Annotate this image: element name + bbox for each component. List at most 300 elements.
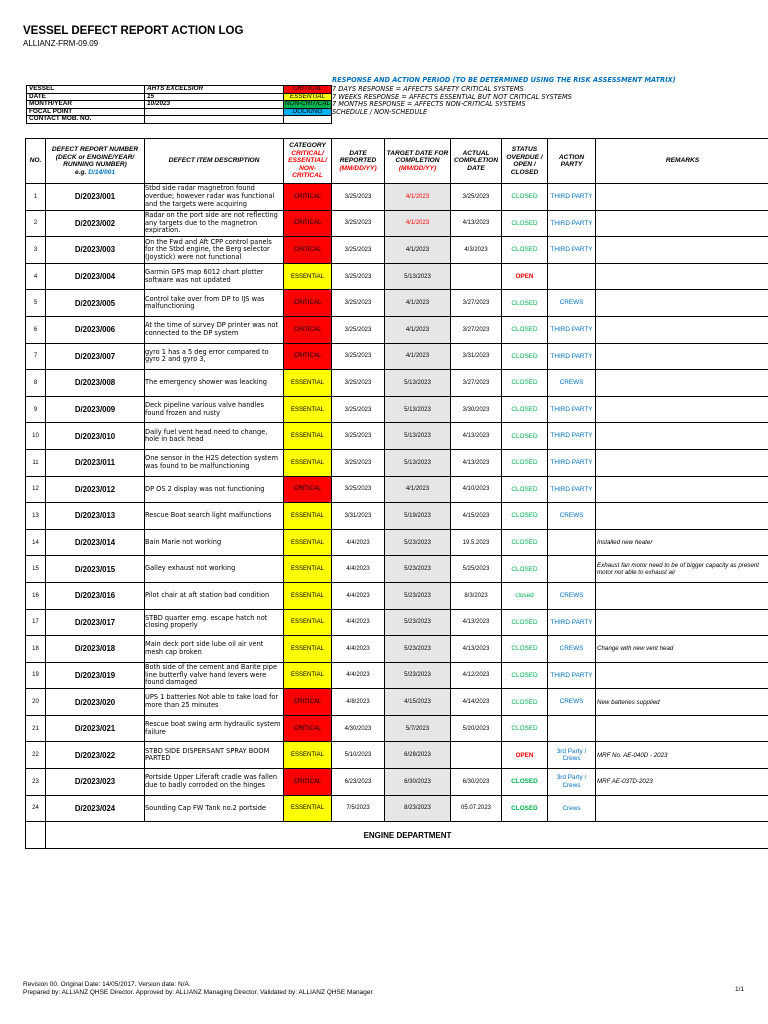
row-number: 20 — [26, 689, 46, 716]
table-row — [26, 316, 768, 343]
defect-report-number: D/2023/002 — [46, 210, 145, 237]
target-date: 8/23/2023 — [385, 795, 451, 822]
actual-completion-date: 3/30/2023 — [451, 396, 502, 423]
category-legend-description: 7 WEEKS RESPONSE = AFFECTS ESSENTIAL BUT NOT CRITICAL SYSTEMS — [332, 92, 572, 101]
footer — [23, 981, 373, 997]
table-row — [26, 370, 768, 397]
target-date: 5/13/2023 — [385, 263, 451, 290]
category-badge: ESSENTIAL — [284, 742, 332, 769]
target-date: 5/23/2023 — [385, 609, 451, 636]
defect-description: STBD SIDE DISPERSANT SPRAY BOOM PARTED — [145, 742, 284, 769]
action-party: THIRD PARTY — [548, 662, 596, 689]
status-badge: CLOSED — [502, 423, 548, 450]
table-row — [26, 343, 768, 370]
defect-report-number: D/2023/012 — [46, 476, 145, 503]
date-reported: 3/25/2023 — [332, 210, 385, 237]
table-row — [26, 423, 768, 450]
actual-completion-date: 5/20/2023 — [451, 715, 502, 742]
date-reported: 3/25/2023 — [332, 184, 385, 211]
date-reported: 4/4/2023 — [332, 556, 385, 583]
status-badge: CLOSED — [502, 715, 548, 742]
target-date: 4/1/2023 — [385, 210, 451, 237]
actual-completion-date — [451, 742, 502, 769]
target-date: 5/13/2023 — [385, 423, 451, 450]
target-date: 5/13/2023 — [385, 449, 451, 476]
action-party: CREWS — [548, 582, 596, 609]
category-badge: ESSENTIAL — [284, 449, 332, 476]
defect-description: One sensor in the H2S detection system was found to be malfunctioning — [145, 449, 284, 476]
defect-report-number: D/2023/001 — [46, 184, 145, 211]
target-date: 5/23/2023 — [385, 662, 451, 689]
action-party: THIRD PARTY — [548, 423, 596, 450]
date-reported: 3/25/2023 — [332, 343, 385, 370]
actual-completion-date: 8/3/2023 — [451, 582, 502, 609]
category-badge: CRITICAL — [284, 316, 332, 343]
table-row — [26, 742, 768, 769]
category-badge: ESSENTIAL — [284, 662, 332, 689]
remarks — [596, 449, 768, 476]
col-header-remarks: REMARKS — [596, 139, 768, 184]
remarks — [596, 476, 768, 503]
row-number: 6 — [26, 316, 46, 343]
status-badge: CLOSED — [502, 237, 548, 264]
table-row — [26, 689, 768, 716]
remarks — [596, 316, 768, 343]
row-number: 3 — [26, 237, 46, 264]
target-date: 5/7/2023 — [385, 715, 451, 742]
defect-report-number: D/2023/003 — [46, 237, 145, 264]
actual-completion-date: 4/13/2023 — [451, 210, 502, 237]
target-date: 4/1/2023 — [385, 316, 451, 343]
status-badge: CLOSED — [502, 370, 548, 397]
row-number: 4 — [26, 263, 46, 290]
defect-description: Main deck port side lube oil air vent mesh cap broken — [145, 636, 284, 663]
remarks: MRF AE-037D-2023 — [596, 769, 768, 796]
defect-report-number: D/2023/011 — [46, 449, 145, 476]
date-reported: 3/25/2023 — [332, 370, 385, 397]
status-badge: CLOSED — [502, 556, 548, 583]
row-number: 17 — [26, 609, 46, 636]
date-reported: 7/5/2023 — [332, 795, 385, 822]
date-reported: 3/25/2023 — [332, 263, 385, 290]
col-header-report-number: DEFECT REPORT NUMBER (DECK or ENGINE/YEAR/ RUNNING NUMBER) e.g. D/14/001 — [46, 139, 145, 184]
table-header-row — [26, 139, 768, 184]
table-row — [26, 237, 768, 264]
defect-description: DP OS 2 display was not functioning — [145, 476, 284, 503]
info-label: DATE — [27, 93, 145, 101]
status-badge: OPEN — [502, 742, 548, 769]
target-date: 4/1/2023 — [385, 476, 451, 503]
defect-report-number: D/2023/013 — [46, 503, 145, 530]
category-badge: CRITICAL — [284, 476, 332, 503]
defect-description: Galley exhaust not working — [145, 556, 284, 583]
defect-report-number: D/2023/005 — [46, 290, 145, 317]
info-value — [145, 108, 284, 116]
info-label: VESSEL — [27, 86, 145, 94]
action-party: THIRD PARTY — [548, 210, 596, 237]
remarks: New batteries supplied — [596, 689, 768, 716]
row-number: 19 — [26, 662, 46, 689]
actual-completion-date — [451, 263, 502, 290]
action-party: THIRD PARTY — [548, 449, 596, 476]
info-row — [27, 108, 715, 116]
info-value: 15 — [145, 93, 284, 101]
row-number: 1 — [26, 184, 46, 211]
table-row — [26, 769, 768, 796]
table-row — [26, 210, 768, 237]
row-number: 7 — [26, 343, 46, 370]
date-reported: 3/25/2023 — [332, 237, 385, 264]
actual-completion-date: 4/10/2023 — [451, 476, 502, 503]
defect-description: Deck pipeline various valve handles found frozen and rusty — [145, 396, 284, 423]
category-badge: ESSENTIAL — [284, 636, 332, 663]
remarks: MRF No. AE-040D - 2023 — [596, 742, 768, 769]
row-number: 14 — [26, 529, 46, 556]
actual-completion-date: 3/27/2023 — [451, 290, 502, 317]
category-legend-swatch: CRITICAL — [284, 86, 332, 94]
defect-description: The emergency shower was leacking — [145, 370, 284, 397]
row-number: 8 — [26, 370, 46, 397]
category-badge: ESSENTIAL — [284, 556, 332, 583]
remarks — [596, 715, 768, 742]
info-label: CONTACT MOB. NO. — [27, 116, 145, 124]
defect-report-number: D/2023/017 — [46, 609, 145, 636]
defect-report-number: D/2023/004 — [46, 263, 145, 290]
target-date: 5/19/2023 — [385, 503, 451, 530]
response-period-header: RESPONSE AND ACTION PERIOD (TO BE DETERMINED USING THE RISK ASSESSMENT MATRIX) — [332, 75, 676, 84]
table-row — [26, 184, 768, 211]
date-reported: 3/25/2023 — [332, 476, 385, 503]
remarks — [596, 503, 768, 530]
date-reported: 6/23/2023 — [332, 769, 385, 796]
form-code: ALLIANZ-FRM-09.09 — [23, 39, 99, 48]
action-party: CREWS — [548, 370, 596, 397]
date-reported: 4/4/2023 — [332, 609, 385, 636]
defect-description: Sounding Cap FW Tank no.2 portside — [145, 795, 284, 822]
page-number: 1/1 — [734, 986, 744, 993]
table-row — [26, 290, 768, 317]
category-badge: CRITICAL — [284, 343, 332, 370]
status-badge: CLOSED — [502, 662, 548, 689]
row-number: 5 — [26, 290, 46, 317]
defect-report-number: D/2023/021 — [46, 715, 145, 742]
remarks — [596, 662, 768, 689]
row-number: 22 — [26, 742, 46, 769]
category-legend-description-text: 7 DAYS RESPONSE = AFFECTS SAFETY CRITICAL SYSTEMS — [332, 85, 524, 93]
date-reported: 4/4/2023 — [332, 662, 385, 689]
action-party: THIRD PARTY — [548, 184, 596, 211]
table-row — [26, 396, 768, 423]
status-badge: CLOSED — [502, 689, 548, 716]
col-header-description: DEFECT ITEM DESCRIPTION — [145, 139, 284, 184]
status-badge: CLOSED — [502, 769, 548, 796]
category-badge: CRITICAL — [284, 769, 332, 796]
actual-completion-date: 4/13/2023 — [451, 423, 502, 450]
action-party: CREWS — [548, 636, 596, 663]
remarks — [596, 237, 768, 264]
remarks — [596, 582, 768, 609]
row-number: 24 — [26, 795, 46, 822]
engine-department-row — [26, 822, 768, 849]
defect-description: Pilot chair at aft station bad condition — [145, 582, 284, 609]
row-number: 10 — [26, 423, 46, 450]
action-party: 3rd Party / Crews — [548, 742, 596, 769]
actual-completion-date: 4/14/2023 — [451, 689, 502, 716]
status-badge: CLOSED — [502, 396, 548, 423]
actual-completion-date: 05.07.2023 — [451, 795, 502, 822]
defect-report-number: D/2023/024 — [46, 795, 145, 822]
actual-completion-date: 4/12/2023 — [451, 662, 502, 689]
row-number: 9 — [26, 396, 46, 423]
defect-description: Rescue boat swing arm hydraulic system failure — [145, 715, 284, 742]
action-party — [548, 263, 596, 290]
row-number: 23 — [26, 769, 46, 796]
footer-approvals: Prepared by: ALLIANZ QHSE Director. Approved by: ALLIANZ Managing Director. Validated by: ALLIANZ QHSE Manager — [23, 989, 373, 996]
category-badge: CRITICAL — [284, 689, 332, 716]
category-badge: ESSENTIAL — [284, 263, 332, 290]
date-reported: 3/25/2023 — [332, 290, 385, 317]
status-badge: OPEN — [502, 263, 548, 290]
remarks: Change with new vent head — [596, 636, 768, 663]
remarks — [596, 184, 768, 211]
table-row — [26, 503, 768, 530]
target-date: 5/13/2023 — [385, 396, 451, 423]
status-badge: CLOSED — [502, 795, 548, 822]
remarks — [596, 343, 768, 370]
actual-completion-date: 3/31/2023 — [451, 343, 502, 370]
row-number: 13 — [26, 503, 46, 530]
defect-description: Bain Marie not working — [145, 529, 284, 556]
action-party: THIRD PARTY — [548, 396, 596, 423]
defect-report-number: D/2023/023 — [46, 769, 145, 796]
actual-completion-date: 4/13/2023 — [451, 636, 502, 663]
category-legend-swatch: DOCKING — [284, 108, 332, 116]
category-legend-swatch: ESSENTIAL — [284, 93, 332, 101]
date-reported: 4/4/2023 — [332, 529, 385, 556]
target-date: 6/30/2023 — [385, 769, 451, 796]
target-date: 5/23/2023 — [385, 556, 451, 583]
col-header-no: NO. — [26, 139, 46, 184]
action-party: CREWS — [548, 689, 596, 716]
defect-report-number: D/2023/020 — [46, 689, 145, 716]
target-date: 4/1/2023 — [385, 237, 451, 264]
table-row — [26, 582, 768, 609]
status-badge: CLOSED — [502, 529, 548, 556]
action-party: THIRD PARTY — [548, 343, 596, 370]
defect-report-number: D/2023/018 — [46, 636, 145, 663]
action-party: THIRD PARTY — [548, 609, 596, 636]
actual-completion-date: 4/15/2023 — [451, 503, 502, 530]
defect-report-number: D/2023/010 — [46, 423, 145, 450]
col-header-date-reported: DATE REPORTED (MM/DD/YY) — [332, 139, 385, 184]
defect-description: UPS 1 batteries Not able to take load for more than 25 minutes — [145, 689, 284, 716]
actual-completion-date: 3/25/2023 — [451, 184, 502, 211]
category-badge: ESSENTIAL — [284, 370, 332, 397]
remarks — [596, 423, 768, 450]
status-badge: CLOSED — [502, 184, 548, 211]
target-date: 4/1/2023 — [385, 343, 451, 370]
remarks — [596, 609, 768, 636]
defect-report-number: D/2023/009 — [46, 396, 145, 423]
category-legend-description: SCHEDULE / NON-SCHEDULE — [332, 107, 428, 116]
category-badge: ESSENTIAL — [284, 423, 332, 450]
actual-completion-date: 5/25/2023 — [451, 556, 502, 583]
table-row — [26, 529, 768, 556]
target-date: 5/23/2023 — [385, 529, 451, 556]
action-party — [548, 556, 596, 583]
category-badge: ESSENTIAL — [284, 503, 332, 530]
defect-report-number: D/2023/015 — [46, 556, 145, 583]
status-badge: CLOSED — [502, 636, 548, 663]
defect-description: Stbd side radar magnetron found overdue; however radar was functional and the targets were acquiring — [145, 184, 284, 211]
table-row — [26, 263, 768, 290]
date-reported: 4/30/2023 — [332, 715, 385, 742]
table-row — [26, 715, 768, 742]
info-value — [145, 116, 284, 124]
defect-log-table — [25, 138, 768, 849]
action-party: 3rd Party / Crews — [548, 769, 596, 796]
target-date: 5/23/2023 — [385, 582, 451, 609]
info-value: 10/2023 — [145, 101, 284, 109]
col-header-action-party: ACTION PARTY — [548, 139, 596, 184]
action-party — [548, 529, 596, 556]
remarks — [596, 290, 768, 317]
remarks — [596, 795, 768, 822]
category-legend-swatch — [284, 116, 332, 124]
vessel-info-table — [26, 75, 715, 124]
remarks — [596, 263, 768, 290]
date-reported: 3/25/2023 — [332, 316, 385, 343]
info-label: MONTH/YEAR — [27, 101, 145, 109]
target-date: 4/1/2023 — [385, 290, 451, 317]
info-row — [27, 116, 715, 124]
category-legend-swatch: NON-CRITICAL — [284, 100, 331, 107]
row-number: 16 — [26, 582, 46, 609]
row-number: 21 — [26, 715, 46, 742]
date-reported: 3/25/2023 — [332, 396, 385, 423]
status-badge: CLOSED — [502, 316, 548, 343]
category-badge: CRITICAL — [284, 184, 332, 211]
category-badge: ESSENTIAL — [284, 582, 332, 609]
defect-description: Radar on the port side are not reflecting any targets due to the magnetron expiration. — [145, 210, 284, 237]
category-badge: CRITICAL — [284, 715, 332, 742]
status-badge: CLOSED — [502, 343, 548, 370]
defect-description: Both side of the cement and Barite pipe line butterfly valve hand levers were found damaged — [145, 662, 284, 689]
defect-report-number: D/2023/022 — [46, 742, 145, 769]
target-date: 4/1/2023 — [385, 184, 451, 211]
remarks: Installed new heater — [596, 529, 768, 556]
action-party: THIRD PARTY — [548, 316, 596, 343]
remarks: Exhaust fan motor need to be of bigger capacity as present motor not able to exhaust air — [596, 556, 768, 583]
info-label: FOCAL POINT — [27, 108, 145, 116]
target-date: 4/15/2023 — [385, 689, 451, 716]
category-legend-description — [332, 116, 715, 124]
category-badge: ESSENTIAL — [284, 795, 332, 822]
category-badge: CRITICAL — [284, 210, 332, 237]
date-reported: 4/4/2023 — [332, 636, 385, 663]
info-value: AHTS EXCELSIOR — [145, 86, 284, 94]
date-reported: 4/4/2023 — [332, 582, 385, 609]
actual-completion-date: 6/30/2023 — [451, 769, 502, 796]
actual-completion-date: 4/13/2023 — [451, 609, 502, 636]
target-date: 5/13/2023 — [385, 370, 451, 397]
footer-revision: Revision 00. Original Date: 14/05/2017. Version date: N/A. — [23, 981, 191, 988]
table-row — [26, 476, 768, 503]
action-party: THIRD PARTY — [548, 476, 596, 503]
defect-description: At the time of survey DP printer was not connected to the DP system — [145, 316, 284, 343]
table-row — [26, 795, 768, 822]
defect-report-number: D/2023/014 — [46, 529, 145, 556]
table-row — [26, 636, 768, 663]
status-badge: CLOSED — [502, 290, 548, 317]
defect-report-number: D/2023/007 — [46, 343, 145, 370]
category-badge: CRITICAL — [284, 290, 332, 317]
table-row — [26, 449, 768, 476]
defect-description: Garmin GPS map 6012 chart plotter software was not updated — [145, 263, 284, 290]
action-party: Crews — [548, 795, 596, 822]
row-number: 2 — [26, 210, 46, 237]
date-reported: 5/10/2023 — [332, 742, 385, 769]
action-party: THIRD PARTY — [548, 237, 596, 264]
info-row — [27, 86, 715, 94]
defect-report-number: D/2023/019 — [46, 662, 145, 689]
category-badge: ESSENTIAL — [284, 609, 332, 636]
remarks — [596, 396, 768, 423]
defect-description: Portside Upper Liferaft cradle was fallen due to badly corroded on the hinges — [145, 769, 284, 796]
actual-completion-date: 3/27/2023 — [451, 370, 502, 397]
row-number: 12 — [26, 476, 46, 503]
actual-completion-date: 4/13/2023 — [451, 449, 502, 476]
category-badge: CRITICAL — [284, 237, 332, 264]
row-number: 11 — [26, 449, 46, 476]
status-badge: CLOSED — [502, 609, 548, 636]
actual-completion-date: 19.5.2023 — [451, 529, 502, 556]
table-row — [26, 662, 768, 689]
table-row — [26, 556, 768, 583]
defect-report-number: D/2023/016 — [46, 582, 145, 609]
status-badge: CLOSED — [502, 449, 548, 476]
defect-description: Rescue Boat search light malfunctions — [145, 503, 284, 530]
status-badge: closed — [502, 582, 548, 609]
defect-description: gyro 1 has a 5 deg error compared to gyro 2 and gyro 3, — [145, 343, 284, 370]
actual-completion-date: 4/3/2023 — [451, 237, 502, 264]
page-title: VESSEL DEFECT REPORT ACTION LOG — [23, 25, 244, 37]
target-date: 5/23/2023 — [385, 636, 451, 663]
status-badge: CLOSED — [502, 476, 548, 503]
col-header-status: STATUS OVERDUE / OPEN / CLOSED — [502, 139, 548, 184]
defect-description: STBD quarter emg. escape hatch not closing properly — [145, 609, 284, 636]
remarks — [596, 370, 768, 397]
action-party: CREWS — [548, 503, 596, 530]
defect-description: Daily fuel vent head need to change, hole in back head — [145, 423, 284, 450]
col-header-target-date: TARGET DATE FOR COMPLETION (MM/DD/YY) — [385, 139, 451, 184]
date-reported: 4/8/2023 — [332, 689, 385, 716]
remarks — [596, 210, 768, 237]
category-badge: ESSENTIAL — [284, 529, 332, 556]
defect-description: Control take over from DP to IJS was malfunctioning — [145, 290, 284, 317]
engine-department-label: ENGINE DEPARTMENT — [46, 822, 768, 849]
category-badge: ESSENTIAL — [284, 396, 332, 423]
date-reported: 3/25/2023 — [332, 423, 385, 450]
col-header-category: CATEGORY CRITICAL/ ESSENTIAL/ NON-CRITICAL — [284, 139, 332, 184]
action-party — [548, 715, 596, 742]
defect-report-number: D/2023/006 — [46, 316, 145, 343]
category-legend-description — [332, 75, 715, 94]
date-reported: 3/31/2023 — [332, 503, 385, 530]
row-number: 18 — [26, 636, 46, 663]
defect-description: On the Fwd and Aft CPP control panels for the Stbd engine, the Berg selector (Joystick) were not functional — [145, 237, 284, 264]
action-party: CREWS — [548, 290, 596, 317]
